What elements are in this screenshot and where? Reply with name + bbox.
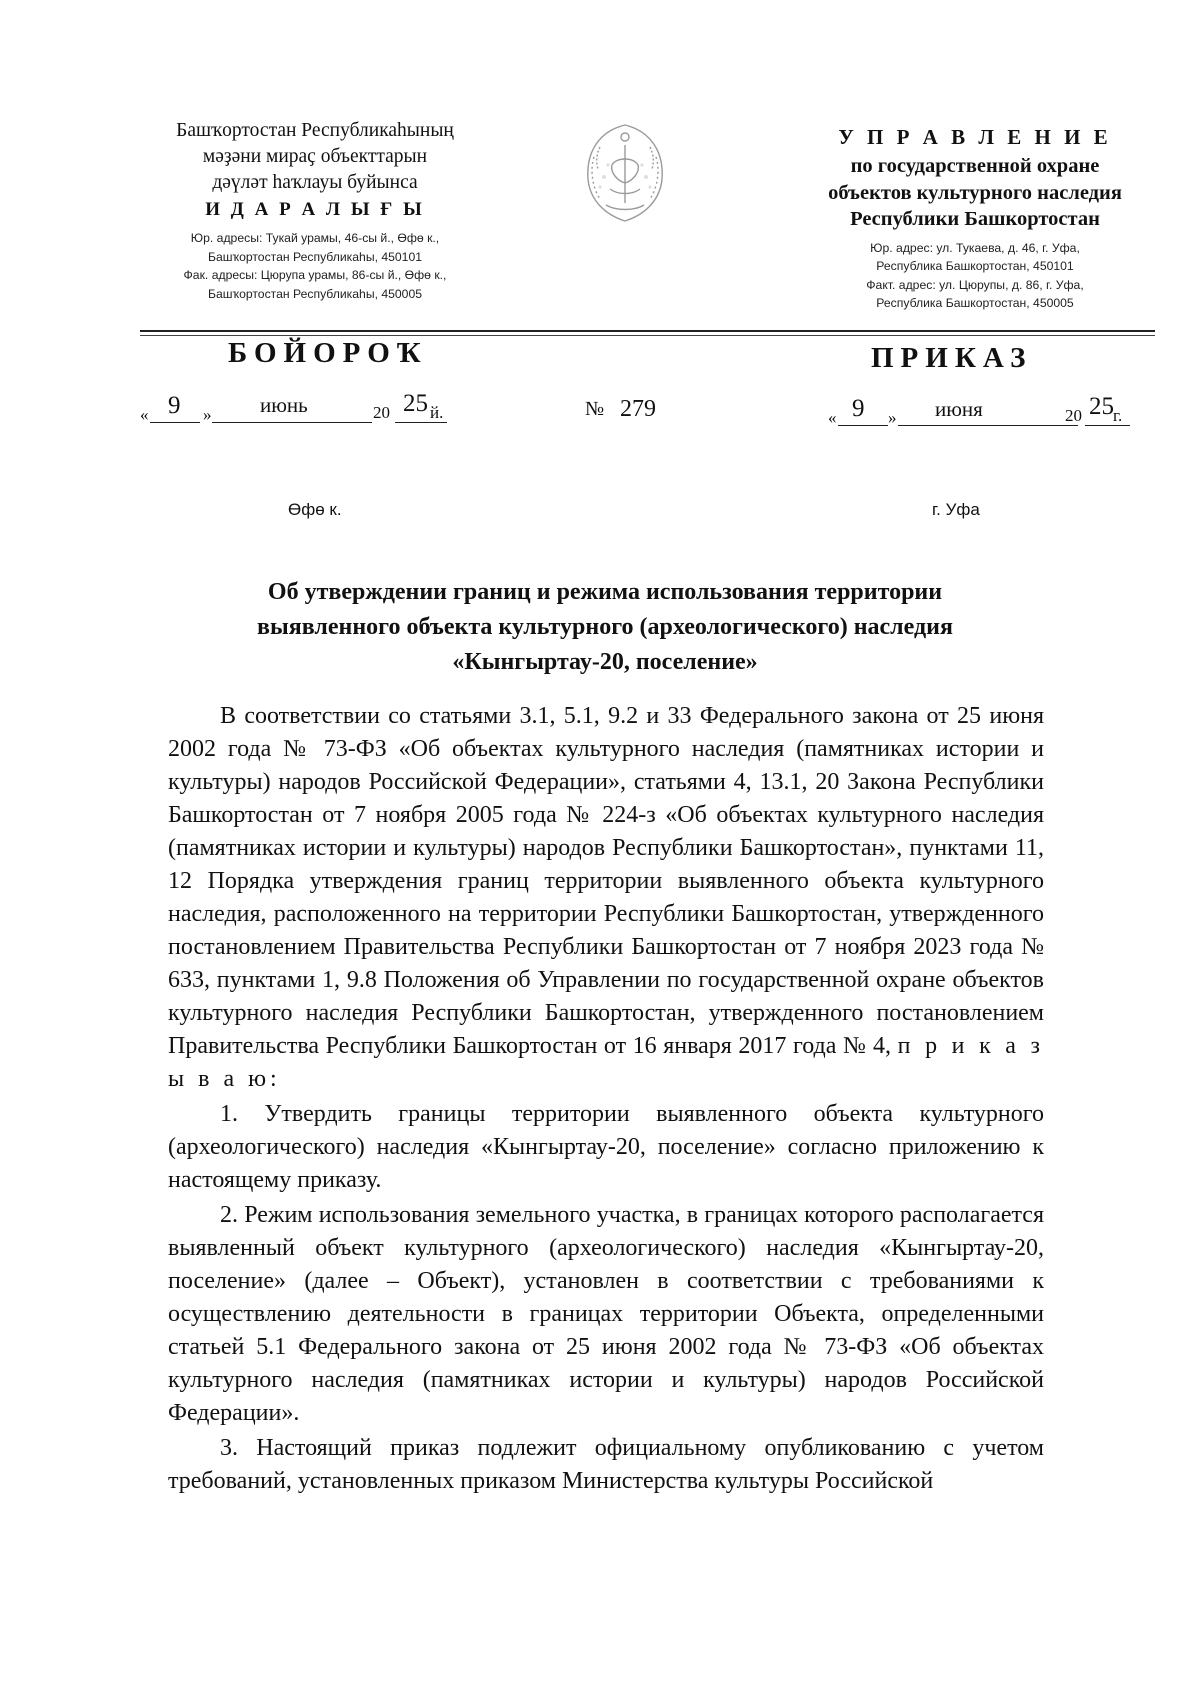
- header-right-address: [805, 239, 1145, 313]
- preamble-text: В соответствии со статьями 3.1, 5.1, 9.2 и 33 Федерального закона от 25 июня 2002 года № 73-ФЗ «Об объектах культурного наследия (памятниках истории и культуры) народов Российской Федерации», статьями 4, 13.1, 20 Закона Республики Башкортостан от 7 ноября 2005 года № 224-з «Об объектах культурного наследия (памятниках истории и культуры) народов Республики Башкортостан», пунктами 11, 12 Порядка утверждения границ территории выявленного объекта культурного наследия, расположенного на территории Республики Башкортостан, утвержденного постановлением Правительства Республики Башкортостан от 7 ноября 2023 года № 633, пунктами 1, 9.8 Положения об Управлении по государственной охране объектов культурного наследия Республики Башкортостан, утвержденного постановлением Правительства Республики Башкортостан от 16 января 2017 года № 4,: [168, 703, 1044, 1059]
- address-line: Юр. адрес: ул. Тукаева, д. 46, г. Уфа,: [870, 240, 1080, 255]
- date-year-underline: [1085, 425, 1130, 426]
- address-line: Фак. адресы: Цюрупа урамы, 86-сы й., Өфө к.,: [183, 268, 447, 282]
- order-body: [168, 700, 1044, 1498]
- title-line: выявленного объекта культурного (археологического) наследия: [257, 614, 953, 640]
- header-left-title: И Д А Р А Л Ы Ғ Ы: [205, 199, 425, 220]
- address-line: Башҡортостан Республикаһы, 450005: [207, 286, 423, 301]
- date-day: 9: [168, 392, 181, 419]
- body-paragraph-preamble: [168, 700, 1044, 1096]
- order-word-russian: ПРИКАЗ: [871, 342, 1033, 374]
- address-line: Республика Башкортостан, 450005: [876, 296, 1074, 310]
- address-line: Юр. адресы: Тукай урамы, 46-сы й., Өфө к.,: [190, 231, 440, 245]
- date-year: 25: [403, 390, 428, 417]
- header-left-address: [125, 229, 505, 303]
- title-line: «Кынгыртау-20, поселение»: [452, 649, 758, 675]
- header-divider-thin: [140, 335, 1155, 336]
- header-left-line: дәүләт һаҡлауы буйынса: [212, 172, 418, 193]
- order-word-bashkir: БОЙОРОҠ: [228, 337, 428, 369]
- date-close-quote: »: [203, 405, 212, 424]
- body-paragraph-item-3: 3. Настоящий приказ подлежит официальному опубликованию с учетом требований, установленных приказом Министерства культуры Российской: [168, 1435, 1044, 1494]
- date-day: 9: [852, 395, 865, 422]
- city-right: г. Уфа: [932, 500, 980, 519]
- date-day-underline: [150, 422, 200, 423]
- header-left: [125, 118, 505, 303]
- coat-of-arms-emblem: [570, 117, 680, 227]
- order-title: [165, 575, 1045, 680]
- date-month: июнь: [260, 393, 308, 417]
- header-right: [805, 124, 1145, 313]
- date-suffix: й.: [430, 403, 444, 422]
- date-month: июня: [935, 397, 983, 421]
- header-right-line: объектов культурного наследия: [828, 181, 1122, 204]
- date-open-quote: «: [140, 405, 149, 424]
- date-year-prefix: 20: [373, 403, 390, 422]
- date-year-prefix: 20: [1065, 406, 1082, 425]
- command-word: п р и к а з ы в а ю:: [168, 1033, 1045, 1092]
- header-right-title: У П Р А В Л Е Н И Е: [838, 125, 1112, 149]
- body-paragraph-item-2: 2. Режим использования земельного участка, в границах которого располагается выявленный объект культурного (археологического) наследия «Кынгыртау-20, поселение» (далее – Объект), установлен в соответствии с требованиями к осуществлению деятельности в границах территории Объекта, определенными статьей 5.1 Федерального закона от 25 июня 2002 года № 73-ФЗ «Об объектах культурного наследия (памятниках истории и культуры) народов Российской Федерации».: [168, 1202, 1044, 1426]
- number-value: 279: [620, 396, 656, 422]
- city-left: Өфө к.: [288, 500, 342, 519]
- date-month-underline: [898, 425, 1078, 426]
- header-right-line: Республики Башкортостан: [850, 208, 1100, 230]
- address-line: Республика Башкортостан, 450101: [876, 259, 1074, 273]
- date-suffix: г.: [1113, 406, 1123, 425]
- address-line: Башҡортостан Республикаһы, 450101: [207, 249, 423, 264]
- body-paragraph-item-1: 1. Утвердить границы территории выявленного объекта культурного (археологического) наследия «Кынгыртау-20, поселение» согласно приложению к настоящему приказу.: [168, 1101, 1044, 1193]
- address-line: Факт. адрес: ул. Цюрупы, д. 86, г. Уфа,: [866, 277, 1084, 292]
- number-sign: №: [585, 398, 605, 420]
- header-left-line: Башҡортостан Республикаһының: [176, 120, 454, 141]
- date-month-underline: [212, 422, 372, 423]
- title-line: Об утверждении границ и режима использования территории: [267, 579, 943, 605]
- header-divider: [140, 330, 1155, 332]
- header-left-line: мәҙәни мираҫ объекттарын: [202, 146, 428, 167]
- date-open-quote: «: [828, 408, 837, 427]
- header-right-line: по государственной охране: [850, 155, 1100, 177]
- date-year: 25: [1089, 393, 1114, 420]
- date-close-quote: »: [888, 408, 897, 427]
- date-day-underline: [838, 425, 888, 426]
